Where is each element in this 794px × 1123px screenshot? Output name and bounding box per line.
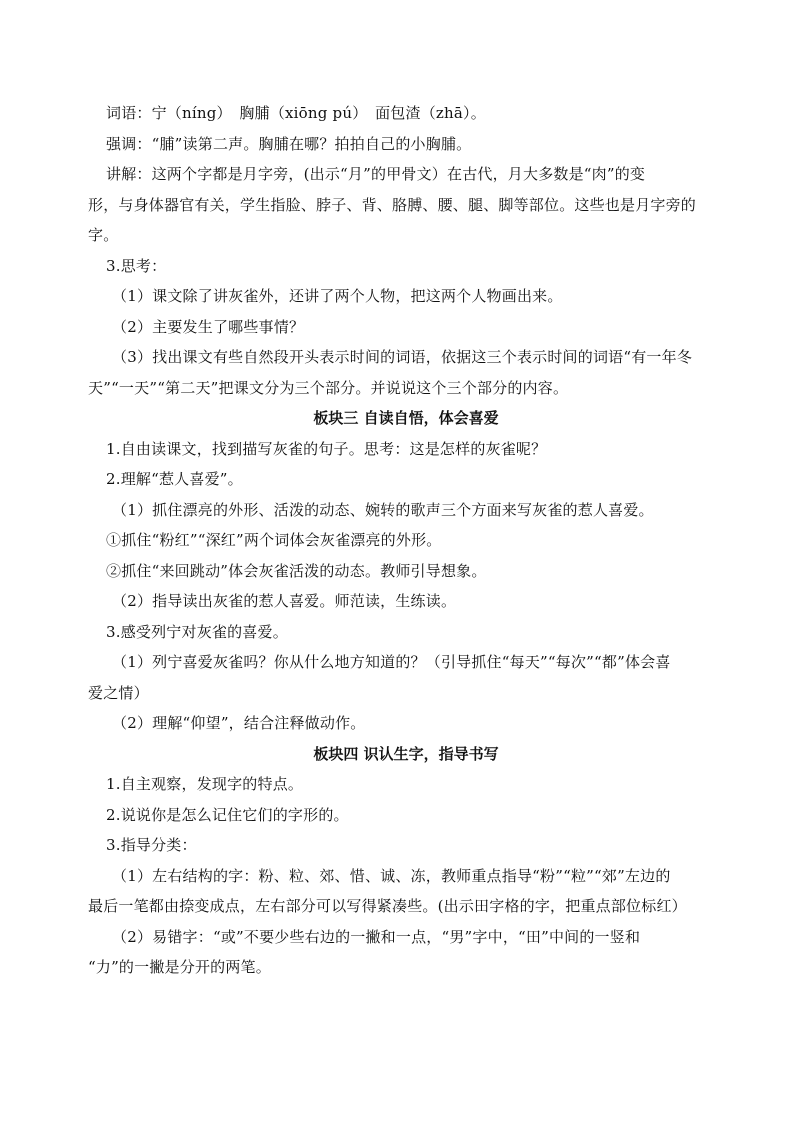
emphasis-line: 强调：“脯”读第二声。胸脯在哪？拍拍自己的小胸脯。 [106,134,472,153]
document-body [88,98,724,983]
s4-item-3-sub-2-line-2: “力”的一撇是分开的两笔。 [88,958,271,976]
s3-item-2-sub-1: （1）抓住漂亮的外形、活泼的动态、婉转的歌声三个方面来写灰雀的惹人喜爱。 [112,500,654,519]
s3-item-2-sub-2: （2）指导读出灰雀的惹人喜爱。师范读，生练读。 [112,592,457,610]
s3-item-2-point-1: ①抓住“粉红”“深红”两个词体会灰雀漂亮的外形。 [106,531,442,549]
s4-item-3: 3.指导分类： [106,836,197,854]
section-3-heading: 板块三 自读自悟，体会喜爱 [313,409,499,427]
think-item-2: （2）主要发生了哪些事情？ [112,317,305,336]
s3-item-1: 1.自由读课文，找到描写灰雀的句子。思考：这是怎样的灰雀呢？ [106,439,547,458]
explanation-line-1: 讲解：这两个字都是月字旁，(出示“月”的甲骨文）在古代，月大多数是“肉”的变 [106,165,646,183]
s4-item-3-sub-1-line-2: 最后一笔都由捺变成点，左右部分可以写得紧凑些。(出示田字格的字，把重点部位标红） [88,897,687,915]
s3-item-3-sub-2: （2）理解“仰望”，结合注释做动作。 [112,714,366,732]
s4-item-1: 1.自主观察，发现字的特点。 [106,775,304,793]
s3-item-2: 2.理解“惹人喜爱”。 [106,470,243,488]
s3-item-3-sub-1-line-2: 爱之情） [88,683,149,702]
think-item-3-line-2: 天”“一天”“第二天”把课文分为三个部分。并说说这个三个部分的内容。 [88,378,569,397]
s3-item-3-sub-1-line-1: （1）列宁喜爱灰雀吗？你从什么地方知道的？（引导抓住“每天”“每次”“都”体会喜 [112,653,671,671]
think-item-1: （1）课文除了讲灰雀外，还讲了两个人物，把这两个人物画出来。 [112,287,563,305]
explanation-line-3: 字。 [88,226,119,244]
s4-item-3-sub-2-line-1: （2）易错字：“或”不要少些右边的一撇和一点，“男”字中，“田”中间的一竖和 [112,927,641,946]
s4-item-2: 2.说说你是怎么记住它们的字形的。 [106,805,349,824]
s4-item-3-sub-1-line-1: （1）左右结构的字：粉、粒、郊、惜、诚、冻，教师重点指导“粉”“粒”“郊”左边的 [112,866,671,885]
think-heading: 3.思考： [106,256,167,275]
s3-item-2-point-2: ②抓住“来回跳动”体会灰雀活泼的动态。教师引导想象。 [106,561,487,580]
vocab-line: 词语：宁（níng） 胸脯（xiōng pú） 面包渣（zhā）。 [106,104,486,122]
section-4-heading: 板块四 识认生字，指导书写 [313,744,499,763]
think-item-3-line-1: （3）找出课文有些自然段开头表示时间的词语，依据这三个表示时间的词语“有一年冬 [112,348,693,366]
explanation-line-2: 形，与身体器官有关，学生指脸、脖子、背、胳膊、腰、腿、脚等部位。这些也是月字旁的 [88,195,697,214]
s3-item-3: 3.感受列宁对灰雀的喜爱。 [106,622,288,641]
